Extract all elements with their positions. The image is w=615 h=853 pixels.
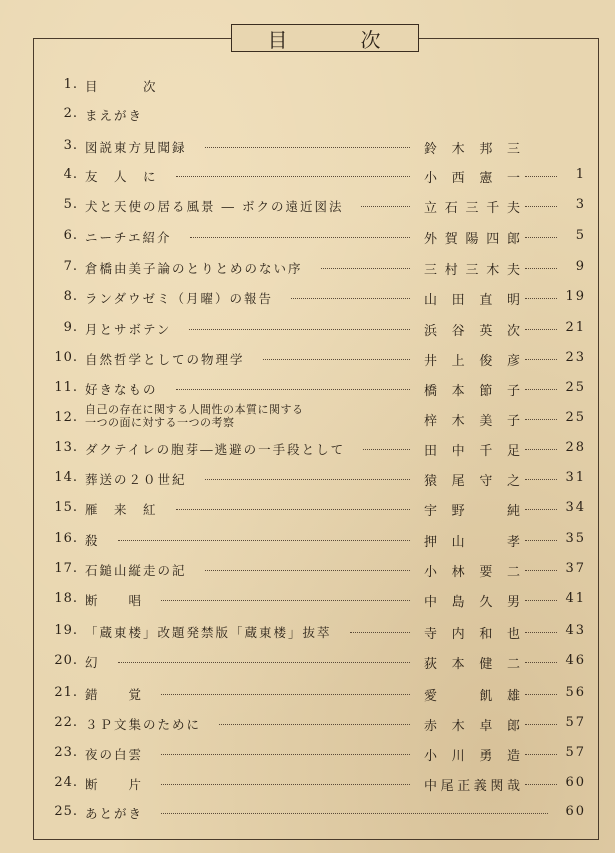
toc-leader	[189, 329, 410, 330]
toc-row	[0, 77, 615, 101]
toc-title: 犬と天使の居る風景 ― ボクの遠近図法	[85, 199, 344, 214]
toc-title: 石鎚山縦走の記	[85, 563, 187, 578]
toc-author: 寺 内 和 也	[424, 627, 520, 642]
toc-row	[0, 197, 615, 221]
toc-leader	[205, 479, 410, 480]
toc-number: 25.	[54, 804, 78, 819]
toc-author: 小 川 勇 造	[424, 749, 520, 764]
toc-page-number: 57	[565, 745, 586, 760]
toc-leader	[161, 754, 410, 755]
toc-title: ダクテイレの胞芽―逃避の一手段として	[85, 442, 346, 457]
toc-leader	[118, 662, 410, 663]
toc-page-leader	[525, 298, 557, 299]
toc-number: 1.	[63, 77, 78, 92]
toc-row	[0, 167, 615, 191]
toc-author: 赤 木 卓 郎	[424, 719, 520, 734]
toc-author: 鈴 木 邦 三	[424, 142, 520, 157]
toc-page-leader	[525, 389, 557, 390]
toc-row	[0, 561, 615, 585]
toc-page-leader	[525, 206, 557, 207]
toc-title: 倉橋由美子論のとりとめのない序	[85, 261, 303, 276]
toc-leader	[361, 206, 410, 207]
toc-row	[0, 380, 615, 404]
toc-leader	[161, 813, 548, 814]
toc-number: 12.	[54, 410, 78, 425]
toc-page-number: 23	[565, 350, 586, 365]
toc-number: 24.	[54, 775, 78, 790]
toc-number: 17.	[54, 561, 78, 576]
toc-author: 中 島 久 男	[424, 595, 520, 610]
toc-author: 浜 谷 英 次	[424, 324, 520, 339]
toc-leader	[205, 147, 410, 148]
toc-author: 橋 本 節 子	[424, 384, 520, 399]
toc-page-number: 9	[575, 259, 586, 274]
toc-title: 自然哲学としての物理学	[85, 352, 245, 367]
toc-title: 断 片	[85, 777, 144, 792]
toc-row	[0, 500, 615, 524]
toc-number: 13.	[54, 440, 78, 455]
toc-title: ランダウゼミ（月曜）の報告	[85, 291, 274, 306]
toc-page-leader	[525, 570, 557, 571]
toc-page-leader	[525, 632, 557, 633]
toc-author: 梓 木 美 子	[424, 414, 520, 429]
toc-row	[0, 470, 615, 494]
toc-title: 目 次	[85, 79, 158, 94]
toc-page-number: 57	[565, 715, 586, 730]
toc-number: 11.	[54, 380, 78, 395]
toc-page-leader	[525, 600, 557, 601]
toc-title: あとがき	[85, 806, 144, 821]
toc-number: 9.	[63, 320, 78, 335]
toc-page-number: 28	[565, 440, 586, 455]
toc-leader	[161, 600, 410, 601]
toc-leader	[350, 632, 410, 633]
toc-page-leader	[525, 662, 557, 663]
toc-page-number: 46	[565, 653, 586, 668]
toc-title: 幻	[85, 655, 100, 670]
toc-author: 押 山 孝	[424, 535, 520, 550]
toc-page-number: 31	[565, 470, 586, 485]
toc-row	[0, 259, 615, 283]
toc-page-number: 5	[575, 228, 586, 243]
toc-leader	[205, 570, 410, 571]
toc-page-number: 60	[565, 804, 586, 819]
toc-page-number: 1	[575, 167, 586, 182]
toc-page-leader	[525, 237, 557, 238]
toc-number: 19.	[54, 623, 78, 638]
toc-page-leader	[525, 329, 557, 330]
toc-number: 2.	[63, 106, 78, 121]
toc-leader	[190, 237, 410, 238]
toc-author: 田 中 千 足	[424, 444, 520, 459]
toc-number: 8.	[63, 289, 78, 304]
toc-page-number: 56	[565, 685, 586, 700]
toc-page-leader	[525, 449, 557, 450]
toc-title: 友 人 に	[85, 169, 158, 184]
toc-page-number: 3	[575, 197, 586, 212]
toc-page-leader	[525, 724, 557, 725]
toc-page-number: 25	[565, 410, 586, 425]
toc-number: 4.	[63, 167, 78, 182]
toc-page-leader	[525, 784, 557, 785]
toc-number: 21.	[54, 685, 78, 700]
toc-leader	[176, 389, 410, 390]
title-char-2: 次	[360, 27, 383, 52]
toc-leader	[161, 784, 410, 785]
toc-leader	[263, 359, 410, 360]
toc-row	[0, 804, 615, 828]
toc-row	[0, 653, 615, 677]
title-char-1: 目	[267, 27, 290, 52]
toc-page-number: 34	[565, 500, 586, 515]
toc-leader	[363, 449, 410, 450]
toc-page-number: 60	[565, 775, 586, 790]
toc-title: 月とサボテン	[85, 322, 172, 337]
toc-title: 錯 覚	[85, 687, 144, 702]
toc-row	[0, 715, 615, 739]
toc-page-number: 35	[565, 531, 586, 546]
toc-title: ニーチエ紹介	[85, 230, 172, 245]
toc-author: 宇 野 純	[424, 504, 520, 519]
toc-page-leader	[525, 176, 557, 177]
toc-number: 15.	[54, 500, 78, 515]
toc-title: 雁 来 紅	[85, 502, 158, 517]
toc-page-leader	[525, 359, 557, 360]
toc-row	[0, 320, 615, 344]
toc-title: 「蔵東楼」改題発禁版「蔵東楼」抜萃	[85, 625, 332, 640]
toc-author: 立 石 三 千 夫	[424, 201, 520, 216]
toc-page-number: 43	[565, 623, 586, 638]
toc-page-number: 21	[565, 320, 586, 335]
toc-page-number: 37	[565, 561, 586, 576]
toc-row	[0, 531, 615, 555]
toc-page-leader	[525, 419, 557, 420]
toc-page-leader	[525, 509, 557, 510]
toc-title: 図説東方見聞録	[85, 140, 187, 155]
toc-row	[0, 228, 615, 252]
toc-author: 三 村 三 木 夫	[424, 263, 520, 278]
toc-row	[0, 745, 615, 769]
toc-row	[0, 685, 615, 709]
toc-row	[0, 350, 615, 374]
toc-title: 断 唱	[85, 593, 144, 608]
toc-title: まえがき	[85, 108, 144, 123]
toc-row	[0, 138, 615, 162]
toc-number: 16.	[54, 531, 78, 546]
toc-leader	[161, 694, 410, 695]
toc-number: 6.	[63, 228, 78, 243]
toc-author: 愛 飢 雄	[424, 689, 520, 704]
toc-number: 3.	[63, 138, 78, 153]
toc-title: 自己の存在に関する人間性の本質に関する 一つの面に対する一つの考察	[85, 403, 304, 429]
toc-row	[0, 289, 615, 313]
toc-page-number: 25	[565, 380, 586, 395]
toc-row	[0, 403, 615, 434]
toc-number: 23.	[54, 745, 78, 760]
toc-page-number: 19	[565, 289, 586, 304]
toc-number: 22.	[54, 715, 78, 730]
toc-number: 7.	[63, 259, 78, 274]
toc-author: 中 尾 正 義 関 哉	[424, 779, 520, 794]
toc-title: 殺	[85, 533, 100, 548]
toc-page-leader	[525, 754, 557, 755]
toc-leader	[176, 509, 410, 510]
toc-row	[0, 591, 615, 615]
toc-page-leader	[525, 268, 557, 269]
toc-leader	[321, 268, 410, 269]
toc-number: 5.	[63, 197, 78, 212]
toc-row	[0, 440, 615, 464]
toc-page-number: 41	[565, 591, 586, 606]
toc-number: 10.	[54, 350, 78, 365]
toc-row	[0, 775, 615, 799]
toc-title: 夜の白雲	[85, 747, 144, 762]
toc-row	[0, 106, 615, 130]
toc-author: 井 上 俊 彦	[424, 354, 520, 369]
toc-number: 20.	[54, 653, 78, 668]
toc-author: 猿 尾 守 之	[424, 474, 520, 489]
toc-number: 18.	[54, 591, 78, 606]
toc-leader	[219, 724, 410, 725]
toc-author: 山 田 直 明	[424, 293, 520, 308]
toc-page-leader	[525, 479, 557, 480]
toc-number: 14.	[54, 470, 78, 485]
toc-title: ３Ｐ文集のために	[85, 717, 202, 732]
toc-title: 好きなもの	[85, 382, 158, 397]
toc-author: 小 林 要 二	[424, 565, 520, 580]
toc-leader	[176, 176, 410, 177]
toc-leader	[118, 540, 410, 541]
toc-author: 荻 本 健 二	[424, 657, 520, 672]
toc-page-leader	[525, 540, 557, 541]
toc-page-leader	[525, 694, 557, 695]
toc-author: 外 賀 陽 四 郎	[424, 232, 520, 247]
toc-author: 小 西 憲 一	[424, 171, 520, 186]
toc-title: 葬送の２０世紀	[85, 472, 187, 487]
toc-leader	[291, 298, 410, 299]
toc-row	[0, 623, 615, 647]
